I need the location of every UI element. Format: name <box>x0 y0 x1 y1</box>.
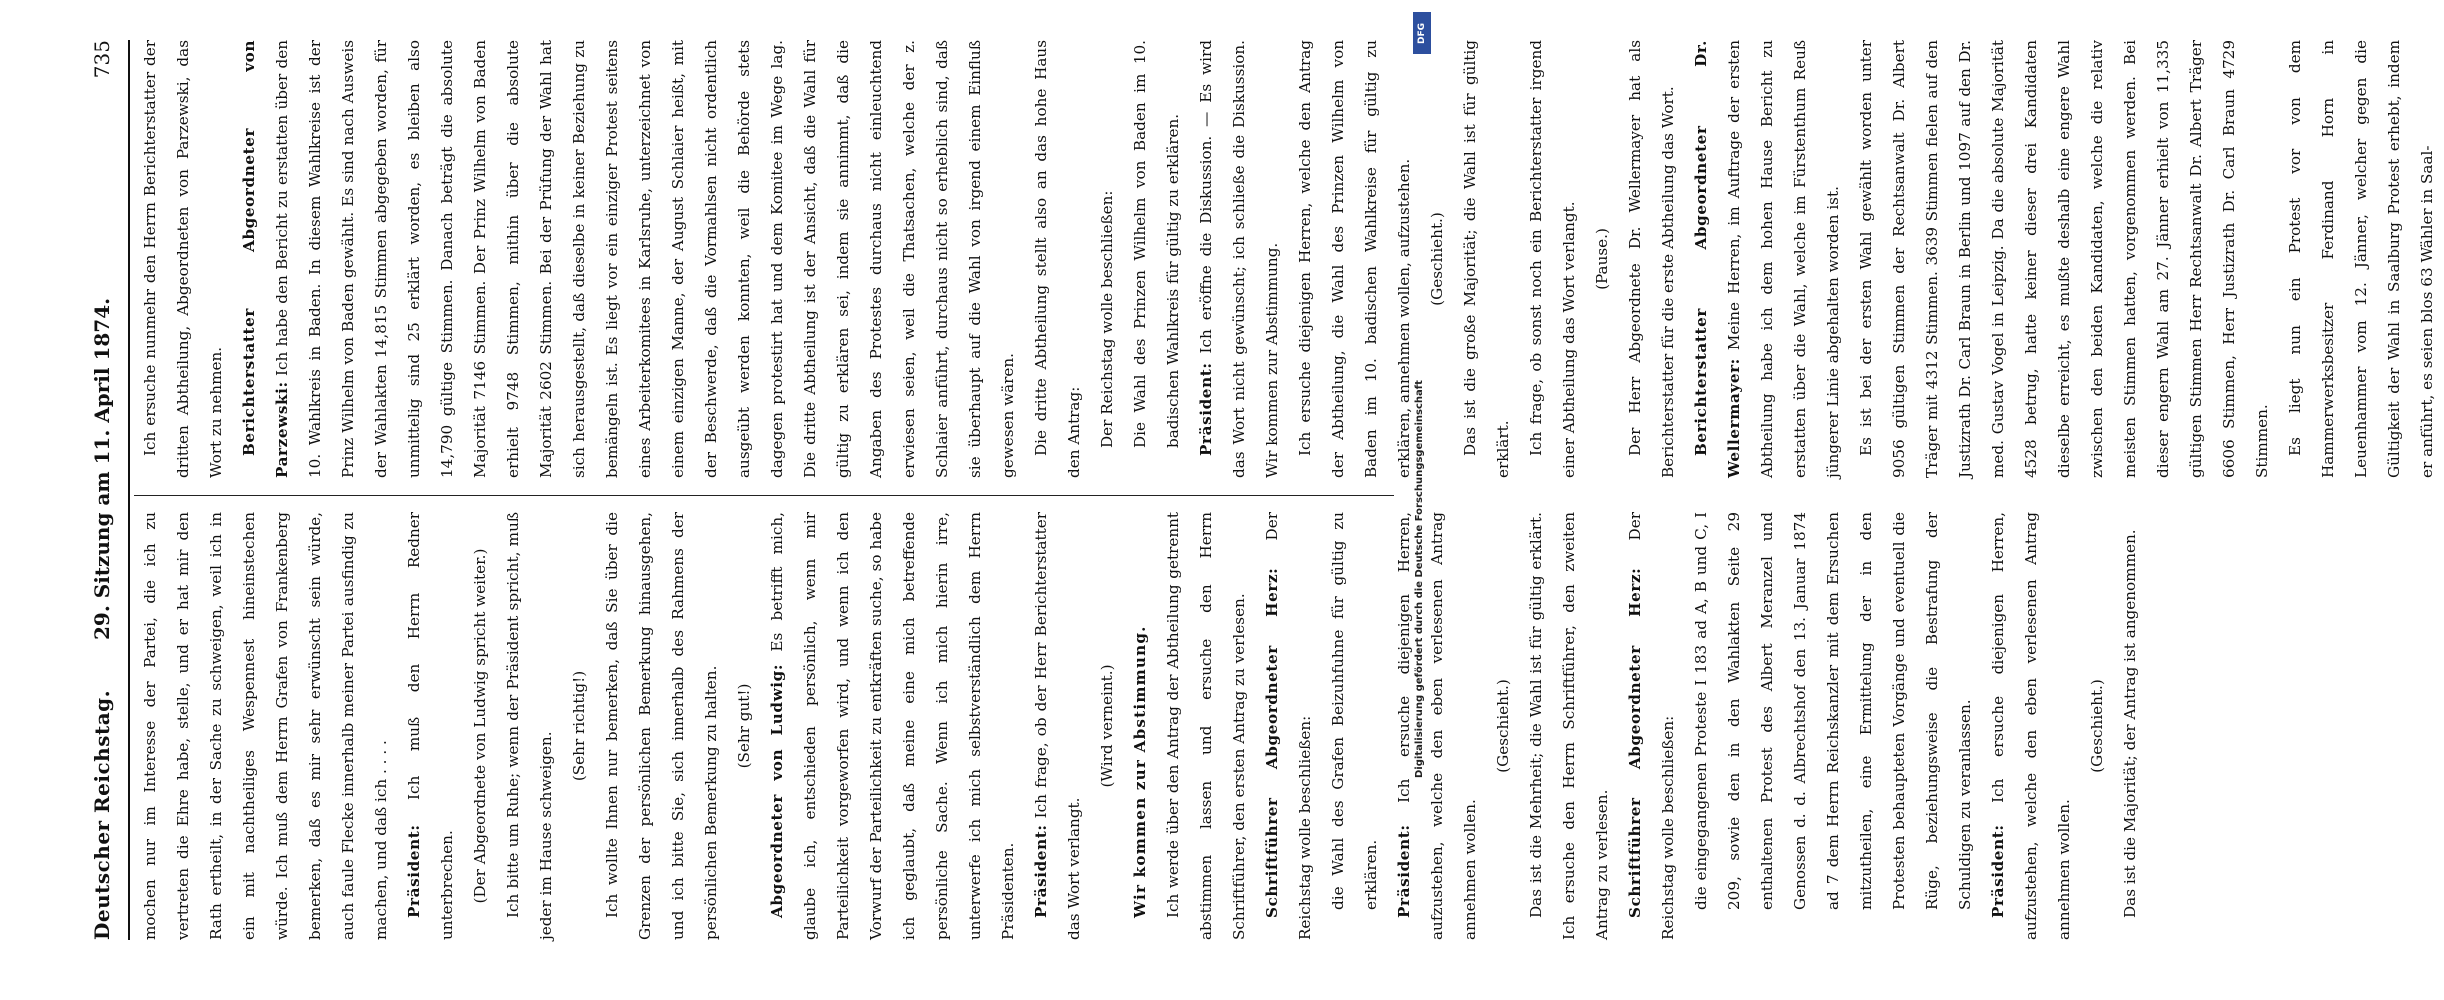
paragraph <box>398 512 464 940</box>
paragraph: Das ist die große Majorität; die Wahl ist für gültig erklärt. <box>1461 40 1512 478</box>
paragraph: Ich werde über den Antrag der Abtheilung getrennt abstimmen lassen und ersuche den Herrn Schriftführer, den ersten Antrag zu verlesen. <box>1164 512 1248 940</box>
running-head: Deutscher Reichstag. <box>90 689 114 940</box>
paragraph <box>1982 512 2081 940</box>
motion-text: Der Reichstag wolle beschließen: <box>1098 190 1116 448</box>
stage-direction: (Sehr gut!) <box>735 683 753 769</box>
stage-direction: (Geschieht.) <box>2088 679 2106 773</box>
speech-text: Ich eröffne die Diskussion. — Es wird das Wort nicht gewünscht; ich schließe die Diskussion. Wir kommen zur Abstimmung. <box>1197 40 1281 478</box>
speech-text: Der Reichstag wolle beschließen: <box>1626 512 1677 940</box>
paragraph: Das ist die Majorität; der Antrag ist angenommen. <box>2121 529 2139 918</box>
stage-direction: (Der Abgeordnete von Ludwig spricht weiter.) <box>471 548 489 904</box>
stage-direction: (Geschieht.) <box>1428 212 1446 306</box>
speaker-label: Präsident: <box>405 824 423 918</box>
speaker-label: Schriftführer Abgeordneter Herz: <box>1626 567 1644 918</box>
motion-text: Die Wahl des Prinzen Wilhelm von Baden im 10. badischen Wahlkreis für gültig zu erklären. <box>1131 40 1182 448</box>
speaker-label: Schriftführer Abgeordneter Herz: <box>1263 567 1281 918</box>
speech-text: Ich ersuche diejenigen Herren, aufzustehen, welche den eben verlesenen Antrag annehmen wollen. <box>1395 512 1479 940</box>
paragraph: Es liegt nun ein Protest vor von dem Hammerwerksbesitzer Ferdinand Horn in Leuenhammer vom 12. Jänner, welcher gegen die Gültigkeit der Wahl in Saalburg Protest erhebt, indem er anführt, es seien blos 63 Wähler in Saal- <box>2286 40 2436 478</box>
stage-direction: (Wird verneint.) <box>1098 664 1116 788</box>
speaker-label: Berichterstatter Abgeordneter von Parzewski: <box>240 40 291 478</box>
speech-text: Ich ersuche diejenigen Herren, aufzustehen, welche den eben verlesenen Antrag annehmen wollen. <box>1989 512 2073 940</box>
motion-text: die Wahl des Grafen Beizuhfuhne für gültig zu erklären. <box>1329 512 1380 910</box>
column-divider <box>134 495 1394 496</box>
stage-direction: (Pause.) <box>1593 228 1611 290</box>
speech-text: Ich muß den Herrn Redner unterbrechen. <box>405 512 456 940</box>
paragraph <box>761 512 1025 940</box>
speech-text: Der Reichstag wolle beschließen: <box>1263 512 1314 940</box>
paragraph <box>1025 512 1091 940</box>
paragraph: Ich bitte um Ruhe; wenn der Präsident spricht, muß jeder im Hause schweigen. <box>504 512 555 940</box>
heading-inline: Wir kommen zur Abstimmung. <box>1131 625 1149 918</box>
paragraph <box>1619 512 1685 940</box>
page-header <box>8 40 130 940</box>
paragraph: Das ist die Mehrheit; die Wahl ist für gültig erklärt. Ich ersuche den Herrn Schriftführer, den zweiten Antrag zu verlesen. <box>1527 512 1611 940</box>
paragraph: Es ist bei der ersten Wahl gewählt worden unter 9056 gültigen Stimmen der Rechtsanwalt Dr. Albert Träger mit 4312 Stimmen. 3639 Stimmen fielen auf den Justizrath Dr. Carl Braun in Berlin und 1097 auf den Dr. med. Gustav Vogel in Leipzig. Da die absolute Majorität 4528 betrug, hatte keiner dieser drei Kandidaten dieselbe erreicht, es mußte deshalb eine engere Wahl zwischen den beiden Kandidaten, welche die relativ meisten Stimmen hatten, vorgenommen werden. Bei dieser engern Wahl am 27. Jänner erhielt von 11,335 gültigen Stimmen Herr Rechtsanwalt Dr. Albert Träger 6606 Stimmen, Herr Justizrath Dr. Carl Braun 4729 Stimmen. <box>1857 40 2271 478</box>
right-column <box>134 40 2436 478</box>
speaker-label: Präsident: <box>1989 824 2007 918</box>
stage-direction: (Geschieht.) <box>1494 679 1512 773</box>
watermark-text: Digitalisierung gefördert durch die Deutsche Forschungsgemeinschaft <box>1414 380 1425 778</box>
paragraph: Ich ersuche diejenigen Herren, welche den Antrag der Abtheilung, die Wahl des Prinzen Wilhelm von Baden im 10. badischen Wahlkreise für gültig zu erklären, annehmen wollen, aufzustehen. <box>1296 40 1413 478</box>
stage-direction: (Sehr richtig!) <box>570 670 588 782</box>
paragraph <box>1124 512 1157 940</box>
paragraph <box>1388 512 1487 940</box>
paragraph <box>1256 512 1322 940</box>
dfg-logo: DFG <box>1413 12 1431 54</box>
session-title: 29. Sitzung am 11. April 1874. <box>90 297 114 640</box>
speech-text: Es betrifft mich, glaube ich, entschieden persönlich, wenn mir Parteilichkeit vorgeworfen wird, und wenn ich den Vorwurf der Parteilichkeit zu entkräften suche, so habe ich geglaubt, daß meine eine mich betreffende persönliche Sache. Wenn ich mich hierin irre, unterwerfe ich mich selbstverständlich dem Herrn Präsidenten. <box>768 511 1017 940</box>
speaker-label: Präsident: <box>1395 824 1413 918</box>
motion-text: die eingegangenen Proteste I 183 ad A, B und C, I 209, sowie den in den Wahlakten Seite 29 enthaltenen Protest des Albert Meranzel und Genossen d. d. Albrechtshof den 13. Januar 1874 ad 7 dem Herrn Reichskanzler mit dem Ersuchen mitzutheilen, eine Ermittelung der in den Protesten behaupteten Vorgänge und eventuell die Rüge, beziehungsweise die Bestrafung der Schuldigen zu veranlassen. <box>1692 512 1974 910</box>
paragraph: Ich wollte Ihnen nur bemerken, daß Sie über die Grenzen der persönlichen Bemerkung hinausgehen, und ich bitte Sie, sich innerhalb des Rahmens der persönlichen Bemerkung zu halten. <box>603 512 720 940</box>
paragraph: Die dritte Abtheilung stellt also an das hohe Haus den Antrag: <box>1032 40 1083 478</box>
paragraph: Ich ersuche nunmehr den Herrn Berichterstatter der dritten Abtheilung, Abgeordneten von Parzewski, das Wort zu nehmen. <box>141 40 225 478</box>
paragraph: Der Herr Abgeordnete Dr. Wellermayer hat als Berichterstatter für die erste Abtheilung das Wort. <box>1626 40 1677 478</box>
paragraph <box>1685 40 1850 478</box>
speaker-label: Abgeordneter von Ludwig: <box>768 663 786 918</box>
speaker-label: Präsident: <box>1197 362 1215 456</box>
speech-text: Meine Herren, im Auftrage der ersten Abtheilung habe ich dem hohen Hause Bericht zu erstatten über die Wahl, welche im Fürstenthum Reuß jüngerer Linie abgehalten worden ist. <box>1725 40 1842 478</box>
left-column <box>134 511 2139 940</box>
speech-text: Ich habe den Bericht zu erstatten über den 10. Wahlkreis in Baden. In diesem Wahlkreise ist der Prinz Wilhelm von Baden gewählt. Es sind nach Ausweis der Wahlakten 14,815 Stimmen abgegeben worden, für unmittelig sind 25 erklärt worden, es bleiben also 14,790 gültige Stimmen. Danach beträgt die absolute Majorität 7146 Stimmen. Der Prinz Wilhelm von Baden erhielt 9748 Stimmen, mithin über die absolute Majorität 2602 Stimmen. Bei der Prüfung der Wahl hat sich herausgestellt, daß dieselbe in keiner Beziehung zu bemängeln ist. Es liegt vor ein einziger Protest seitens eines Arbeiterkomitees in Karlsruhe, unterzeichnet von einem einzigen Manne, der August Schlaier heißt, mit der Beschwerde, daß die Vormahlsen nicht ordentlich ausgeübt werden konnten, weil die Behörde stets dagegen protestirt hat und dem Komitee im Wege lag. Die dritte Abtheilung ist der Ansicht, daß die Wahl für gültig zu erklären sei, indem sie annimmt, daß die Angaben des Protestes durchaus nicht einleuchtend erwiesen seien, weil die Thatsachen, welche der z. Schlaier anführt, durchaus nicht so erheblich sind, daß sie überhaupt auf die Wahl von irgend einem Einfluß gewesen wären. <box>273 40 1017 478</box>
page-number: 735 <box>90 40 114 79</box>
speech-text: Ich frage, ob der Herr Berichterstatter das Wort verlangt. <box>1032 512 1083 940</box>
speaker-label: Berichterstatter Abgeordneter Dr. Wellermayer: <box>1692 40 1743 478</box>
speaker-label: Präsident: <box>1032 824 1050 918</box>
paragraph: Ich frage, ob sonst noch ein Berichterstatter irgend einer Abtheilung das Wort verlangt. <box>1527 40 1578 478</box>
paragraph <box>1190 40 1289 478</box>
digitization-watermark <box>1412 6 1432 996</box>
paragraph <box>233 40 1025 478</box>
paragraph: mochen nur im Interesse der Partei, die ich zu vertreten die Ehre habe, stelle, und er hat mir den Rath ertheilt, in der Sache zu schweigen, weil ich in ein mit nachtheiliges Wespennest hineinstechen würde. Ich muß dem Herrn Grafen von Frankenberg bemerken, daß es mir sehr erwünscht sein würde, auch faule Flecke innerhalb meiner Partei ausfindig zu machen, und daß ich . . . . <box>141 512 390 940</box>
